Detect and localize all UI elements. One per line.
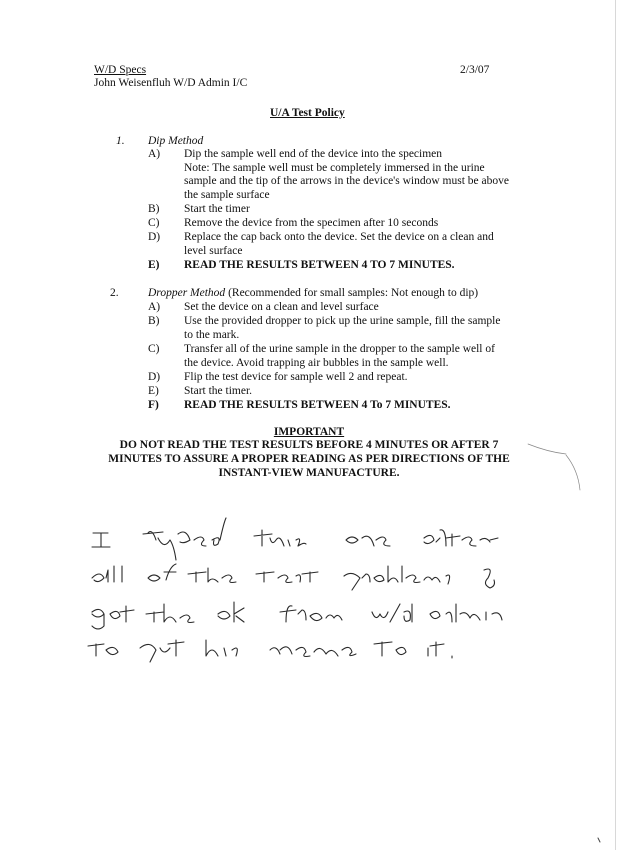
- section1-item-d-letter: D): [148, 231, 161, 243]
- section2-item-c-line2: the device. Avoid trapping air bubbles in the sample well.: [184, 357, 449, 369]
- section1-item-e-letter: E): [148, 259, 160, 271]
- header-date: 2/3/07: [460, 64, 490, 76]
- section2-item-c-line1: Transfer all of the urine sample in the dropper to the sample well of: [184, 343, 495, 355]
- header-author: John Weisenfluh W/D Admin I/C: [94, 77, 248, 89]
- section2-item-a-letter: A): [148, 301, 161, 313]
- header-doc-label: W/D Specs: [94, 64, 147, 76]
- handwritten-line-3: [92, 602, 502, 629]
- section2-title-note: (Recommended for small samples: Not enough to dip): [225, 287, 479, 299]
- important-line1: DO NOT READ THE TEST RESULTS BEFORE 4 MINUTES OR AFTER 7: [119, 439, 499, 451]
- section1-note-line3: the sample surface: [184, 189, 270, 201]
- important-line3: INSTANT-VIEW MANUFACTURE.: [218, 467, 400, 479]
- section2-item-e-letter: E): [148, 385, 159, 397]
- section1-note-line1: Note: The sample well must be completely immersed in the urine: [184, 162, 485, 174]
- section2-item-b-letter: B): [148, 315, 160, 327]
- section1-item-d-line2: level surface: [184, 245, 243, 257]
- section1-item-b-letter: B): [148, 203, 160, 215]
- section2-title: Dropper Method: [148, 287, 226, 299]
- section2-item-f-letter: F): [148, 399, 159, 411]
- handwritten-line-4: [88, 640, 452, 662]
- important-heading: IMPORTANT: [273, 426, 345, 438]
- section2-item-d-letter: D): [148, 371, 161, 383]
- section2-item-e-text: Start the timer.: [184, 385, 253, 397]
- section2-item-b-line2: to the mark.: [184, 329, 240, 341]
- page-title: U/A Test Policy: [270, 107, 345, 119]
- handwritten-line-2: [92, 564, 495, 590]
- important-line2: MINUTES TO ASSURE A PROPER READING AS PER DIRECTIONS OF THE: [108, 453, 510, 465]
- section2-item-a-text: Set the device on a clean and level surface: [184, 301, 379, 313]
- section1-number: 1.: [116, 135, 125, 147]
- handwritten-line-1: [92, 518, 498, 560]
- section1-item-c-text: Remove the device from the specimen after 10 seconds: [184, 217, 439, 229]
- scan-edge-line: [615, 0, 616, 850]
- section2-item-c-letter: C): [148, 343, 160, 355]
- section1-item-e-text: READ THE RESULTS BETWEEN 4 TO 7 MINUTES.: [184, 259, 455, 271]
- section1-title: Dip Method: [148, 135, 204, 147]
- section2-item-d-text: Flip the test device for sample well 2 and repeat.: [184, 371, 408, 383]
- section2-number: 2.: [110, 287, 119, 299]
- section1-note-line2: sample and the tip of the arrows in the device's window must be above: [184, 175, 509, 187]
- section1-item-c-letter: C): [148, 217, 160, 229]
- section2-item-f-text: READ THE RESULTS BETWEEN 4 To 7 MINUTES.: [184, 399, 451, 411]
- section1-item-a-text: Dip the sample well end of the device into the specimen: [184, 148, 443, 160]
- section1-item-a-letter: A): [148, 148, 161, 160]
- section1-item-d-line1: Replace the cap back onto the device. Set the device on a clean and: [184, 231, 494, 243]
- section1-item-b-text: Start the timer: [184, 203, 250, 215]
- section2-item-b-line1: Use the provided dropper to pick up the urine sample, fill the sample: [184, 315, 501, 327]
